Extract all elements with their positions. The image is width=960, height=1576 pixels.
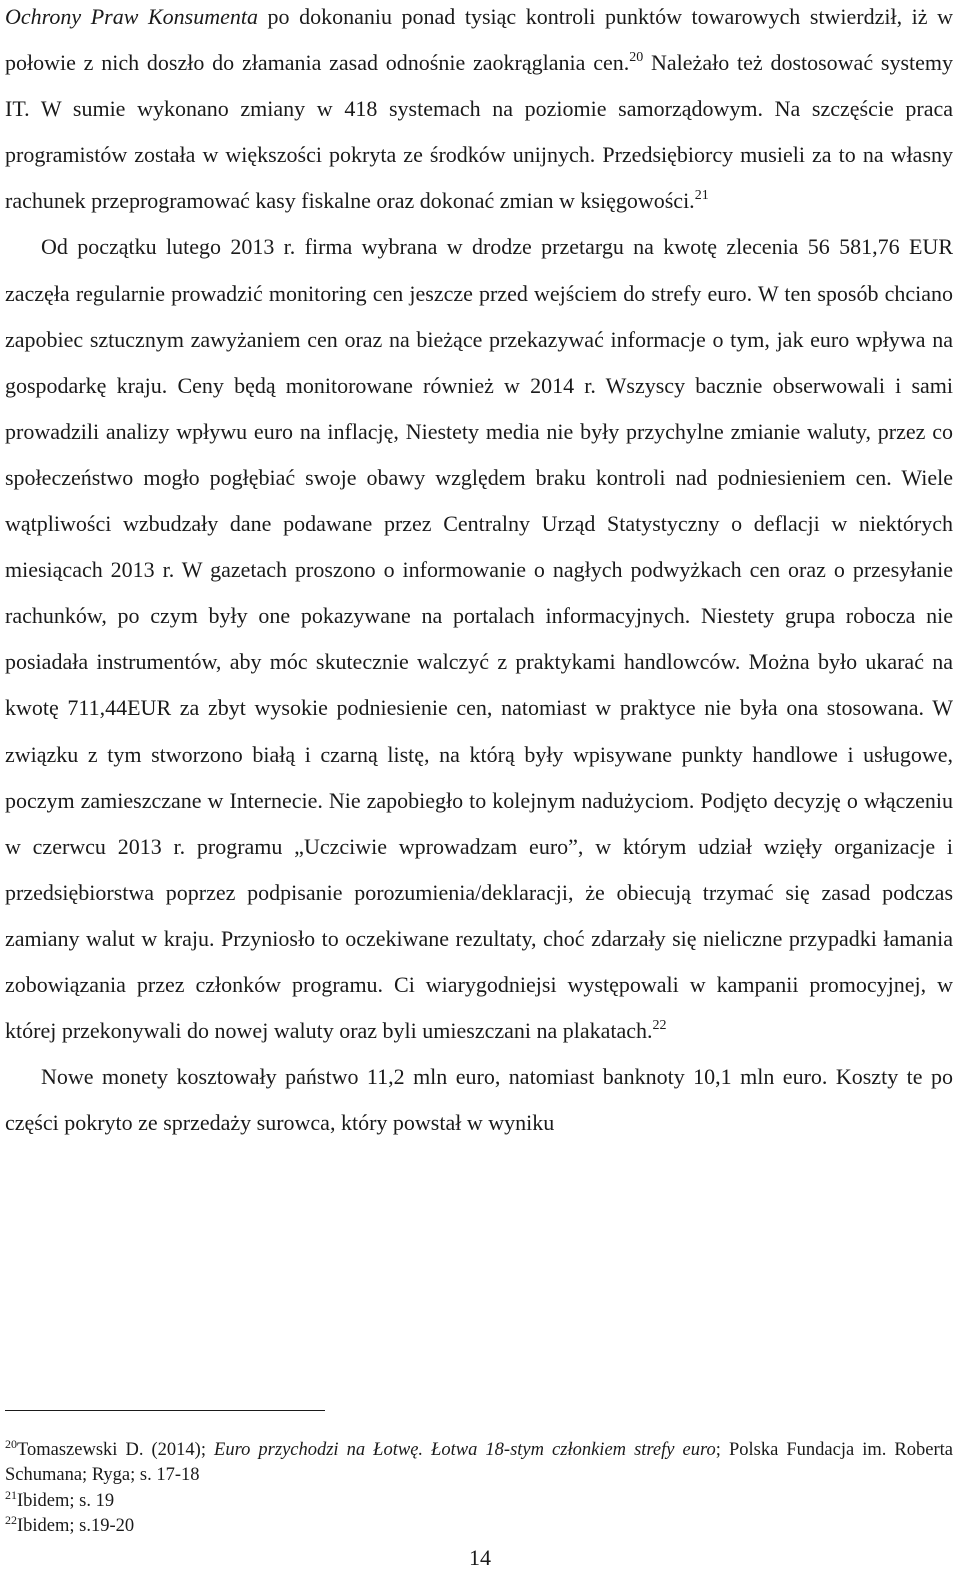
italic-institution-name: Ochrony Praw Konsumenta	[5, 4, 258, 29]
paragraph-3-text: Nowe monety kosztowały państwo 11,2 mln euro, natomiast banknoty 10,1 mln euro. Koszty te po części pokryto ze sprzedaży surowca, który powstał w wyniku	[5, 1064, 953, 1136]
footnote-number: 22	[5, 1513, 17, 1528]
page-number: 14	[469, 1545, 491, 1570]
footnote-ref-21[interactable]: 21	[694, 188, 709, 204]
paragraph-2-text: Od początku lutego 2013 r. firma wybrana w drodze przetargu na kwotę zlecenia 56 581,76 EUR zaczęła regularnie prowadzić monitoring cen jeszcze przed wejściem do strefy euro. W ten sposób chciano zapobiec sztucznym zawyżaniem cen oraz na bieżące przekazywać informacje o tym, jak euro wpływa na gospodarkę kraju. Ceny będą monitorowane również w 2014 r. Wszyscy bacznie obserwowali i sami prowadzili analizy wpływu euro na inflację, Niestety media nie były przychylne zmianie waluty, przez co społeczeństwo mogło pogłębiać swoje obawy względem braku kontroli nad podniesieniem cen. Wiele wątpliwości wzbudzały dane podawane przez Centralny Urząd Statystyczny o deflacji w niektórych miesiącach 2013 r. W gazetach proszono o informowanie o nagłych podwyżkach cen oraz o przesyłanie rachunków, po czym były one pokazywane na portalach informacyjnych. Niestety grupa robocza nie posiadała instrumentów, aby móc skutecznie walczyć z praktykami handlowców. Można było ukarać na kwotę 711,44EUR za zbyt wysokie podniesienie cen, natomiast w praktyce nie była ona stosowana. W związku z tym stworzono białą i czarną listę, na którą były wpisywane punkty handlowe i usługowe, poczym zamieszczane w Internecie. Nie zapobiegło to kolejnym nadużyciom. Podjęto decyzję o włączeniu w czerwcu 2013 r. programu „Uczciwie wprowadzam euro”, w którym udział wzięły organizacje i przedsiębiorstwa poprzez podpisanie porozumienia/deklaracji, że obiecują trzymać się zasad podczas zamiany walut w kraju. Przyniosło to oczekiwane rezultaty, choć zdarzały się nieliczne przypadki łamania zobowiązania przez członków programu. Ci wiarygodniejsi występowali w kampanii promocyjnej, w której przekonywali do nowej waluty oraz byli umieszczani na plakatach.	[5, 234, 953, 1044]
footnote-text: Tomaszewski D. (2014);	[17, 1440, 215, 1460]
body-text	[5, 0, 953, 1146]
footnote-20	[5, 1438, 953, 1489]
footnote-ref-20[interactable]: 20	[629, 50, 644, 66]
footnote-number: 20	[5, 1437, 17, 1451]
footnote-21	[5, 1489, 953, 1514]
footnote-title: Euro przychodzi na Łotwę. Łotwa 18-stym członkiem strefy euro	[214, 1440, 716, 1460]
paragraph-1	[5, 0, 953, 224]
footnote-text: Ibidem; s. 19	[17, 1490, 115, 1511]
footnote-separator	[5, 1410, 325, 1411]
footnote-22	[5, 1514, 953, 1539]
paragraph-3	[5, 1054, 953, 1146]
paragraph-1-text-a: po dokonaniu ponad tysiąc kontroli punktów towarowych stwierdził, iż w połowie z nich doszło do złamania zasad odnośnie zaokrąglania cen.	[5, 4, 953, 76]
footnotes	[5, 1438, 953, 1540]
paragraph-2	[5, 224, 953, 1054]
paragraph-1-text-b: Należało też dostosować systemy IT. W sumie wykonano zmiany w 418 systemach na poziomie samorządowym. Na szczęście praca programistów została w większości pokryta ze środków unijnych. Przedsiębiorcy musieli za to na własny rachunek przeprogramować kasy fiskalne oraz dokonać zmian w księgowości.	[5, 50, 953, 214]
footnote-text: ; Polska Fundacja im. Roberta Schumana; Ryga; s. 17-18	[5, 1440, 953, 1486]
footnote-text: Ibidem; s.19-20	[17, 1516, 135, 1537]
footnote-ref-22[interactable]: 22	[652, 1018, 667, 1034]
footnote-number: 21	[5, 1487, 17, 1502]
